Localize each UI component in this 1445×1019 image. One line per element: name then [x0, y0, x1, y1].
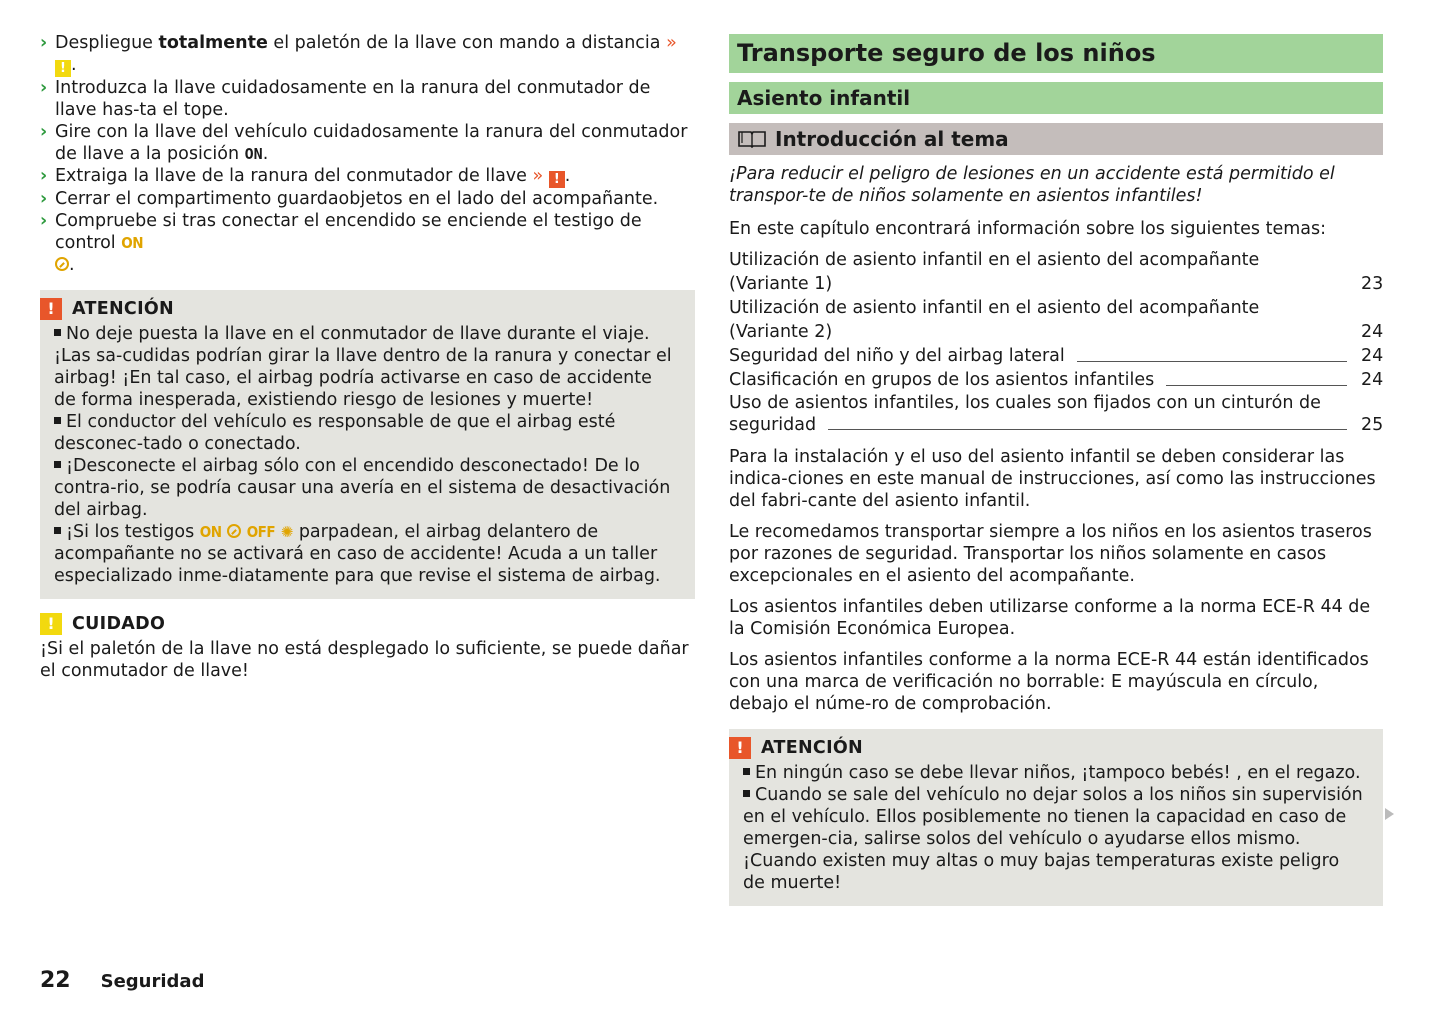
passenger-airbag-icon: ✺: [280, 523, 294, 541]
warning-icon: !: [40, 298, 62, 320]
warning-title: ATENCIÓN: [761, 738, 863, 758]
warning-header: [40, 298, 677, 320]
warning-title: ATENCIÓN: [72, 299, 174, 319]
chevron-icon: ›: [40, 189, 48, 209]
warning-bullet: En ningún caso se debe llevar niños, ¡tampoco bebés! , en el regazo.: [743, 762, 1365, 784]
paragraph: Los asientos infantiles deben utilizarse conforme a la norma ECE-R 44 de la Comisión Económica Europea.: [729, 597, 1371, 639]
caution-title: CUIDADO: [72, 614, 166, 634]
bullet-icon: [54, 329, 61, 336]
on-indicator-text: ON: [244, 145, 263, 163]
paragraph: Los asientos infantiles conforme a la norma ECE-R 44 están identificados con una marca de verificación no borrable: E mayúscula en círculo, debajo el núme-ro de comprobación.: [729, 650, 1369, 714]
section-name: Seguridad: [100, 971, 205, 992]
bullet-icon: [54, 527, 61, 534]
airbag-indicator-icon: [227, 524, 241, 538]
on-indicator-text: ON: [121, 234, 143, 252]
step-1: › Despliegue totalmente el paletón de la llave con mando a distancia » ! .: [40, 33, 677, 76]
intro-italic: ¡Para reducir el peligro de lesiones en un accidente está permitido el transpor-te de niños solamente en asientos infantiles!: [729, 164, 1335, 206]
chapter-title: Transporte seguro de los niños: [729, 34, 1383, 73]
paragraph: Para la instalación y el uso del asiento infantil se deben considerar las indica-ciones en este manual de instrucciones, así como las instrucciones del fabri-cante del asiento infantil.: [729, 447, 1376, 511]
warning-bullet: El conductor del vehículo es responsable de que el airbag esté desconec-tado o conectado.: [54, 412, 616, 454]
warning-bullet: ¡Si los testigos ON OFF ✺ parpadean, el airbag delantero de acompañante no se activará en caso de accidente! Acuda a un taller especializado inme-diatamente para que revise el sistema de airbag.: [54, 522, 661, 586]
warning-box: [729, 729, 1383, 906]
off-indicator-text: OFF: [246, 523, 276, 541]
warning-box: [40, 290, 695, 599]
warning-header: [729, 737, 1365, 759]
page-number: 22: [40, 968, 71, 993]
cross-reference-link[interactable]: »: [532, 166, 544, 186]
bullet-icon: [54, 417, 61, 424]
book-icon: [737, 129, 767, 149]
bullet-icon: [743, 790, 750, 797]
caution-icon: !: [40, 613, 62, 635]
toc-list: [729, 248, 1383, 436]
toc-entry[interactable]: Utilización de asiento infantil en el asiento del acompañante (Variante 2) 24: [729, 298, 1384, 342]
chevron-icon: ›: [40, 166, 48, 186]
step-3: › Gire con la llave del vehículo cuidadosamente la ranura del conmutador de llave a la posición ON.: [40, 122, 688, 164]
toc-entry[interactable]: Utilización de asiento infantil en el asiento del acompañante (Variante 1) 23: [729, 250, 1384, 294]
caution-icon[interactable]: !: [55, 60, 71, 77]
left-column: [40, 32, 695, 682]
toc-entry[interactable]: Uso de asientos infantiles, los cuales son fijados con un cinturón de seguridad 25: [729, 393, 1384, 435]
step-2: › Introduzca la llave cuidadosamente en la ranura del conmutador de llave has-ta el tope.: [40, 78, 651, 120]
paragraph: Le recomedamos transportar siempre a los niños en los asientos traseros por razones de seguridad. Transportar los niños solamente en casos excepcionales en el asiento del acompañante.: [729, 522, 1372, 586]
chevron-icon: ›: [40, 211, 48, 231]
section-title: Asiento infantil: [729, 82, 1383, 114]
warning-bullet: No deje puesta la llave en el conmutador de llave durante el viaje. ¡Las sa-cudidas podrían girar la llave dentro de la ranura y conectar el airbag! ¡En tal caso, el airbag podría activarse en caso de accidente de forma inesperada, existiendo riesgo de lesiones y muerte!: [54, 324, 672, 410]
step-6: › Compruebe si tras conectar el encendido se enciende el testigo de control ON .: [40, 211, 642, 275]
subsection-title: Introducción al tema: [729, 123, 1383, 155]
bullet-icon: [743, 768, 750, 775]
caution-text: ¡Si el paletón de la llave no está desplegado lo suficiente, se puede dañar el conmutador de llave!: [40, 639, 689, 681]
airbag-indicator-icon: [55, 257, 69, 271]
warning-icon[interactable]: !: [549, 171, 565, 188]
warning-bullet: ¡Desconecte el airbag sólo con el encendido desconectado! De lo contra-rio, se podría causar una avería en el sistema de desactivación del airbag.: [54, 456, 671, 520]
step-5: › Cerrar el compartimento guardaobjetos en el lado del acompañante.: [40, 189, 659, 209]
caution-box: [40, 613, 695, 682]
right-column: [729, 34, 1383, 906]
on-indicator-text: ON: [199, 523, 222, 541]
chevron-icon: ›: [40, 122, 48, 142]
toc-entry[interactable]: Seguridad del niño y del airbag lateral 24: [729, 346, 1384, 366]
warning-bullet: Cuando se sale del vehículo no dejar solos a los niños sin supervisión en el vehículo. Ellos posiblemente no tienen la capacidad en caso de emergen-cia, salirse solos del vehículo o ayudarse ellos mismo. ¡Cuando existen muy altas o muy bajas temperaturas existe peligro de muerte!: [743, 785, 1363, 893]
bullet-icon: [54, 461, 61, 468]
warning-icon: !: [729, 737, 751, 759]
next-page-arrow-icon[interactable]: [1385, 808, 1394, 820]
toc-intro: En este capítulo encontrará información sobre los siguientes temas:: [729, 219, 1326, 239]
page-footer: [40, 968, 204, 993]
cross-reference-link[interactable]: »: [666, 33, 677, 53]
caution-header: [40, 613, 695, 635]
step-4: › Extraiga la llave de la ranura del conmutador de llave » ! .: [40, 166, 571, 187]
chevron-icon: ›: [40, 33, 48, 53]
toc-entry[interactable]: Clasificación en grupos de los asientos infantiles 24: [729, 370, 1384, 390]
chevron-icon: ›: [40, 78, 48, 98]
